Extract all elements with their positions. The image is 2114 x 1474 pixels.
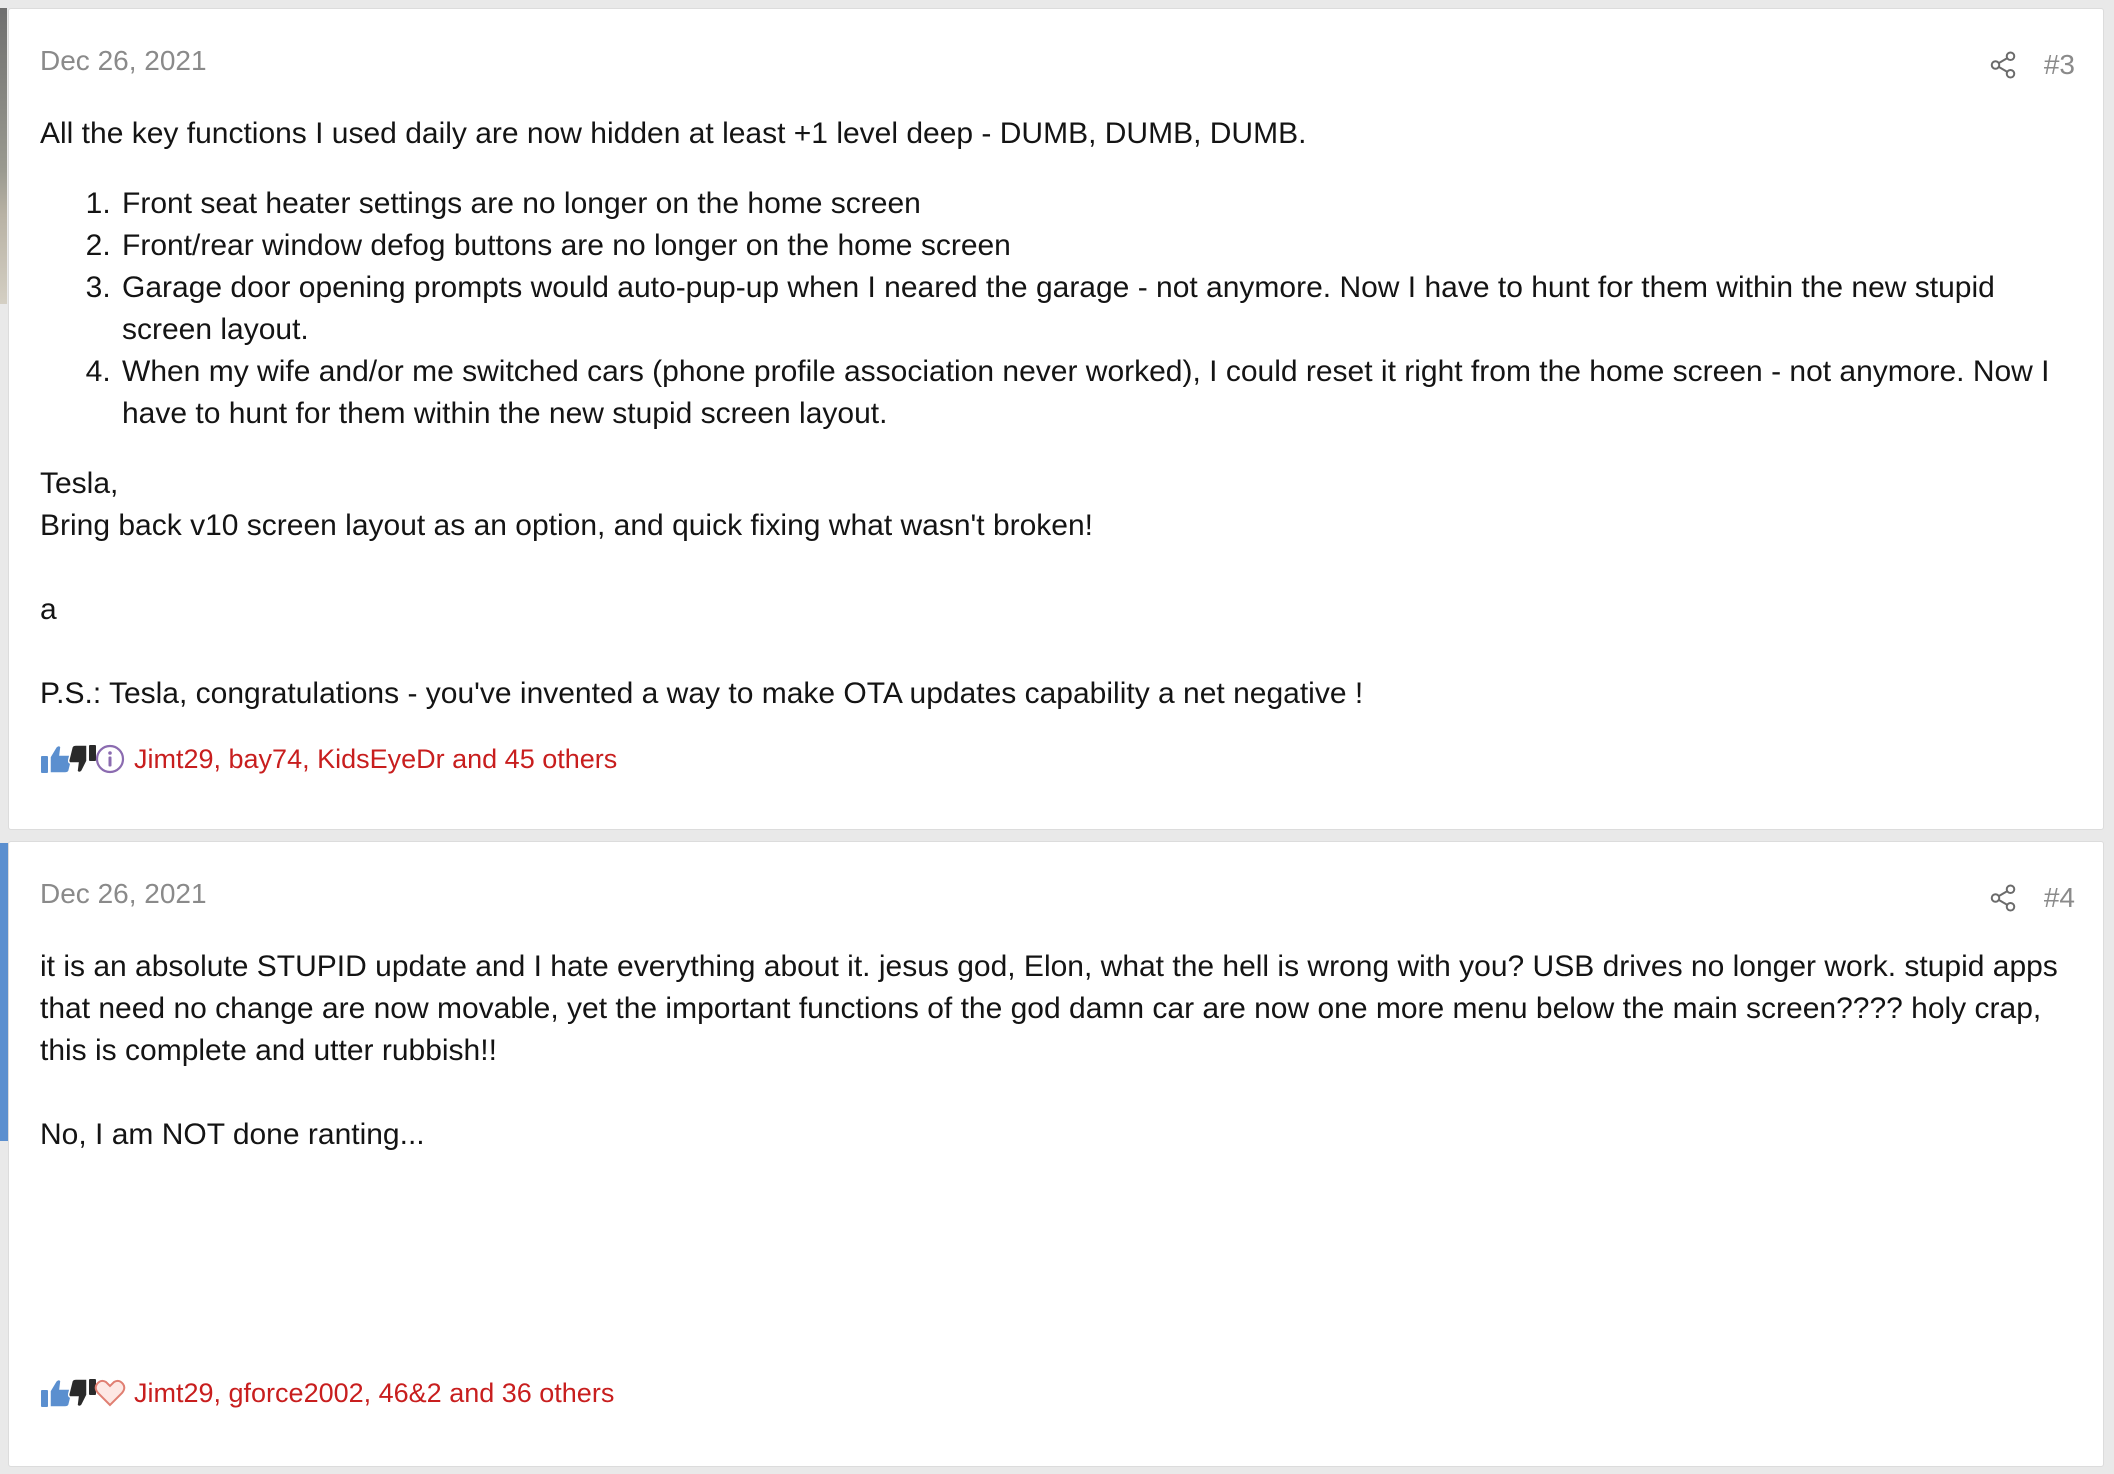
post-paragraph: it is an absolute STUPID update and I hate everything about it. jesus god, Elon, what the hell is wrong with you? USB drives no longer work. stupid apps that need no change are now movable, yet the important functions of the god damn car are now one more menu below the main screen???? holy crap, this is complete and utter rubbish!! xyxy=(40,950,2058,1067)
unread-accent-bar xyxy=(0,843,8,1141)
post-list xyxy=(40,183,2063,435)
list-item: 1. Front seat heater settings are no longer on the home screen xyxy=(119,183,2063,225)
reactions-bar xyxy=(40,1377,614,1409)
post-actions xyxy=(1988,49,2075,81)
post-line: Bring back v10 screen layout as an option, and quick fixing what wasn't broken! xyxy=(40,509,1094,542)
info-icon xyxy=(94,743,126,775)
list-item: 4. When my wife and/or me switched cars (phone profile association never worked), I could reset it right from the home screen - not anymore. Now I have to hunt for them within the new stupid screen layout. xyxy=(119,351,2063,435)
forum-post xyxy=(8,8,2104,830)
share-icon[interactable] xyxy=(1988,50,2018,80)
post-date[interactable]: Dec 26, 2021 xyxy=(40,45,207,76)
reactors-link[interactable]: Jimt29, bay74, KidsEyeDr and 45 others xyxy=(134,743,618,774)
blank-line xyxy=(40,1072,2063,1114)
post-number[interactable]: #4 xyxy=(2043,882,2075,913)
reaction-icons xyxy=(40,743,126,775)
reactors-link[interactable]: Jimt29, gforce2002, 46&2 and 36 others xyxy=(134,1377,615,1408)
list-item: 3. Garage door opening prompts would auto-pup-up when I neared the garage - not anymore. Now I have to hunt for them within the new stupid screen layout. xyxy=(119,267,2063,351)
post-line: Tesla, xyxy=(40,467,119,500)
forum-post xyxy=(8,841,2104,1467)
post-actions xyxy=(1988,882,2075,914)
post-line: a xyxy=(40,593,57,626)
post-body xyxy=(40,946,2063,1156)
post-date[interactable]: Dec 26, 2021 xyxy=(40,878,207,909)
reactions-bar xyxy=(40,743,617,775)
post-line: No, I am NOT done ranting... xyxy=(40,1118,425,1151)
post-number[interactable]: #3 xyxy=(2043,49,2075,80)
post-body xyxy=(40,113,2063,715)
post-intro: All the key functions I used daily are now hidden at least +1 level deep - DUMB, DUMB, DUMB. xyxy=(40,117,1307,150)
share-icon[interactable] xyxy=(1988,883,2018,913)
post-line: P.S.: Tesla, congratulations - you've invented a way to make OTA updates capability a net negative ! xyxy=(40,677,1364,710)
reaction-icons xyxy=(40,1377,126,1409)
background-image-edge xyxy=(0,8,7,304)
blank-line xyxy=(40,631,2063,673)
blank-line xyxy=(40,547,2063,589)
heart-icon xyxy=(94,1378,126,1408)
list-item: 2. Front/rear window defog buttons are no longer on the home screen xyxy=(119,225,2063,267)
